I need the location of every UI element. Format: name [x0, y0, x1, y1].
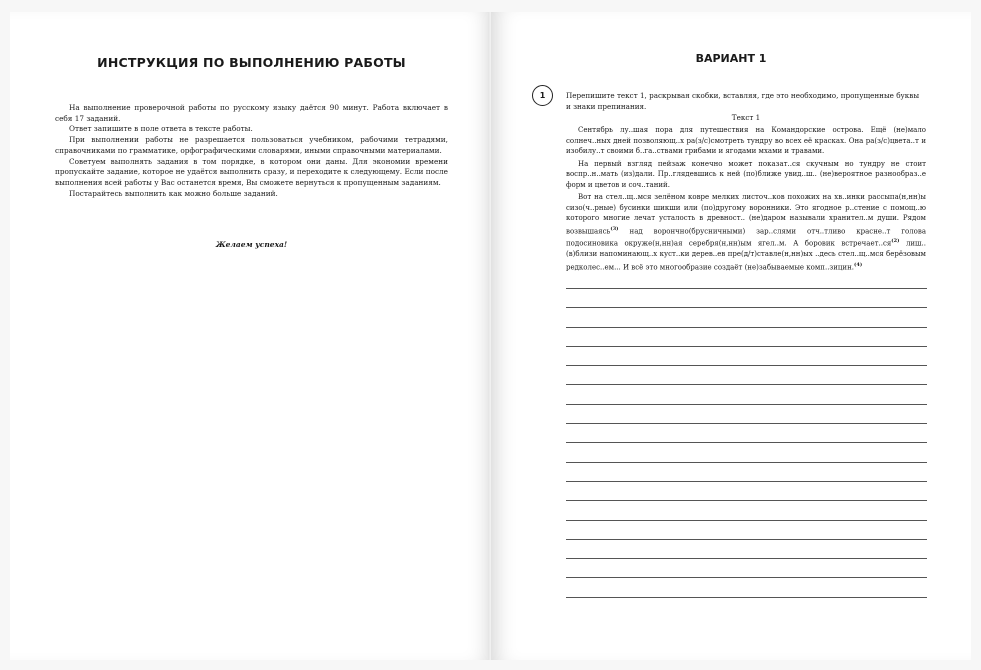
right-page [491, 12, 971, 660]
text-label: Текст 1 [731, 113, 761, 122]
answer-line[interactable] [566, 481, 927, 482]
answer-line[interactable] [566, 597, 927, 598]
instruction-paragraph: Ответ запишите в поле ответа в тексте работы. [69, 124, 253, 134]
footnote-mark: (2) [891, 238, 900, 245]
answer-line[interactable] [566, 327, 927, 328]
answer-line[interactable] [566, 558, 927, 559]
exercise-paragraph [566, 192, 926, 272]
exercise-fragment: лиш.. (в)близи напоминающ..х куст..ки дерев..ев пре(д/т)ставле(н,нн)ых ..десь стел..щ..мся берёзовым редколес..ем... И всё это многообразие создаёт (не)забываемые комп..зицин. [566, 239, 927, 271]
answer-line[interactable] [566, 384, 927, 385]
answer-line[interactable] [566, 346, 927, 347]
answer-line[interactable] [566, 520, 927, 521]
answer-lines[interactable] [566, 288, 927, 616]
footnote-mark: (3) [610, 225, 619, 232]
exercise-paragraph: Сентябрь лу..шая пора для путешествия на Командорские острова. Ещё (не)мало солнеч..ных дней позволяющ..х ра(з/с)смотреть тундру во всех её красках. Она ра(з/с)цвета..т и изобилу..т своими б..га..ствами грибами и ягодами мхами и травами. [566, 126, 926, 155]
good-luck-wish: Желаем успеха! [215, 240, 288, 249]
left-page [10, 12, 493, 660]
answer-line[interactable] [566, 307, 927, 308]
variant-title: ВАРИАНТ 1 [695, 52, 767, 65]
exercise-paragraph: На первый взгляд пейзаж конечно может показат..ся скучным но тундру не стоит воспр..н..мать (из)дали. Пр..глядевшись к ней (по)ближе увид..ш.. (не)вероятное разнообраз..е форм и цветов и соч..таний. [566, 159, 926, 189]
answer-line[interactable] [566, 462, 927, 463]
exercise-fragment: Вот на стел..щ..мся зелёном ковре мелких листоч..ков похожих на хв..инки рассыпа(н,нн)ы сизо(ч..рные) бусинки шикши или (по)другому воронники. Это ягодное р..стение с помощ..ю которого многие лечат усталость в древност.. (не)даром называли хранител..м души. Рядом возвышаясь [566, 193, 926, 235]
instruction-paragraph: При выполнении работы не разрешается пользоваться учебником, рабочими тетрадями, справочниками по грамматике, орфографическими словарями, иными справочными материалами. [55, 135, 448, 155]
exercise-text [566, 125, 926, 274]
answer-line[interactable] [566, 288, 927, 289]
answer-line[interactable] [566, 500, 927, 501]
footnote-mark: (4) [853, 261, 863, 268]
instruction-paragraph: Советуем выполнять задания в том порядке, в котором они даны. Для экономии времени пропускайте задание, которое не удаётся выполнить сразу, и переходите к следующему. Если после выполнения всей работы у Вас останется время, Вы сможете вернуться к пропущенным заданиям. [55, 156, 448, 187]
task-instruction: Перепишите текст 1, раскрывая скобки, вставляя, где это необходимо, пропущенные буквы и знаки препинания. [566, 91, 920, 111]
answer-line[interactable] [566, 423, 927, 424]
answer-line[interactable] [566, 404, 927, 405]
answer-line[interactable] [566, 577, 927, 578]
instruction-title: ИНСТРУКЦИЯ ПО ВЫПОЛНЕНИЮ РАБОТЫ [97, 55, 406, 70]
answer-line[interactable] [566, 365, 927, 366]
task-number-badge: 1 [532, 85, 553, 106]
instruction-paragraph: На выполнение проверочной работы по русскому языку даётся 90 минут. Работа включает в себя 17 заданий. [55, 103, 448, 123]
instruction-paragraph: Постарайтесь выполнить как можно больше заданий. [69, 188, 278, 198]
exercise-fragment: над ворончно(брусничными) зар..слями отч..тливо красне..т голова подосиновика окруже(н,нн)ая серебря(н,нн)ым ягел..м. А боровик встречает..ся [566, 226, 926, 248]
instruction-body [55, 103, 448, 199]
answer-line[interactable] [566, 442, 927, 443]
answer-line[interactable] [566, 539, 927, 540]
